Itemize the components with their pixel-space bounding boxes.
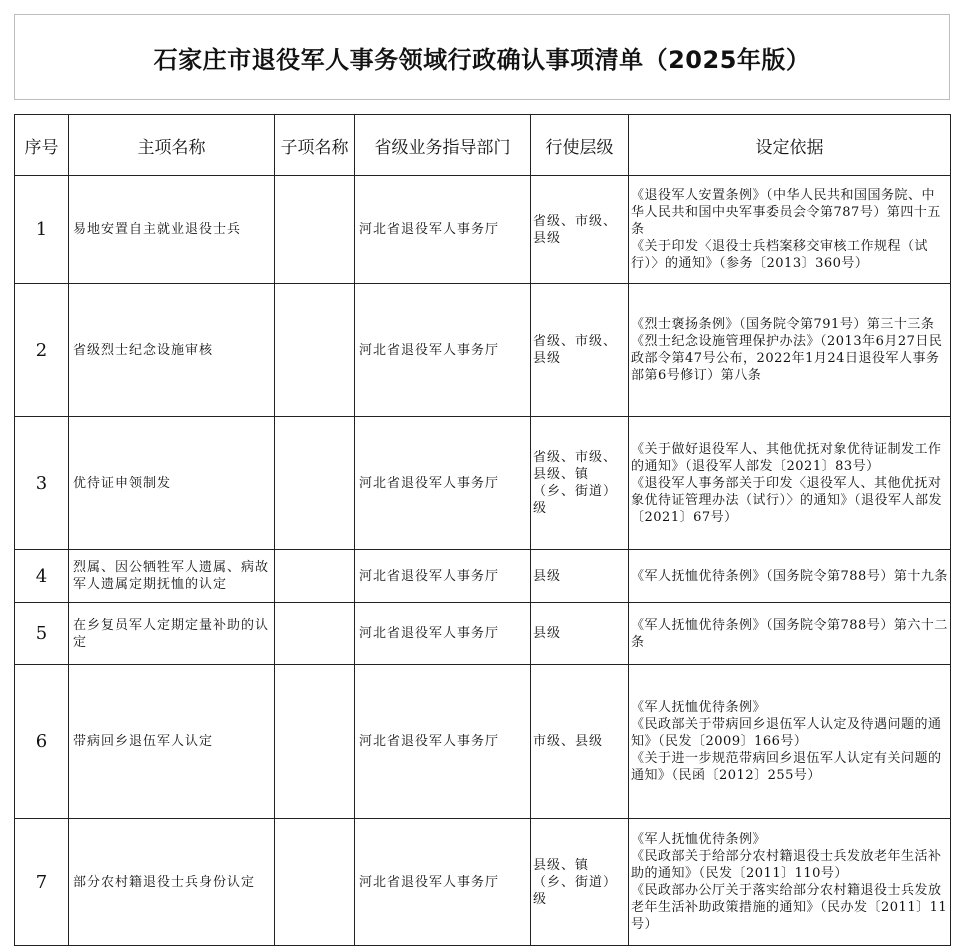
table-row [15, 284, 951, 417]
cell-dept: 河北省退役军人事务厅 [355, 284, 531, 417]
cell-sub [275, 284, 355, 417]
basis-line: 《退役军人安置条例》（中华人民共和国国务院、中华人民共和国中央军事委员会令第787号）第四十五条 [631, 188, 941, 237]
cell-dept: 河北省退役军人事务厅 [355, 176, 531, 284]
cell-sub [275, 819, 355, 946]
cell-dept: 河北省退役军人事务厅 [355, 550, 531, 603]
basis-line: 《关于进一步规范带病回乡退伍军人认定有关问题的通知》（民函〔2012〕255号） [631, 751, 942, 783]
table-body [15, 176, 951, 946]
basis-line: 《民政部关于带病回乡退伍军人认定及待遇问题的通知》（民发〔2009〕166号） [631, 717, 942, 749]
cell-sub [275, 550, 355, 603]
basis-line: 《烈士纪念设施管理保护办法》（2013年6月27日民政部令第47号公布，2022年1月24日退役军人事务部第6号修订）第八条 [631, 334, 943, 383]
basis-line: 《关于印发〈退役士兵档案移交审核工作规程（试行）〉的通知》（参务〔2013〕360号） [631, 239, 929, 271]
cell-sub [275, 417, 355, 550]
cell-dept: 河北省退役军人事务厅 [355, 665, 531, 819]
table-row [15, 603, 951, 665]
table-row [15, 550, 951, 603]
cell-level: 省级、市级、县级 [531, 284, 629, 417]
cell-basis [629, 819, 951, 946]
cell-level: 省级、市级、县级、镇（乡、街道）级 [531, 417, 629, 550]
cell-basis [629, 176, 951, 284]
table-header-row [15, 115, 951, 176]
cell-no: 4 [15, 550, 69, 603]
cell-no: 7 [15, 819, 69, 946]
cell-no: 3 [15, 417, 69, 550]
basis-line: 《烈士褒扬条例》（国务院令第791号）第三十三条 [631, 317, 935, 332]
cell-basis [629, 603, 951, 665]
cell-no: 6 [15, 665, 69, 819]
cell-main: 优待证申领制发 [69, 417, 275, 550]
header-main: 主项名称 [69, 115, 275, 176]
cell-basis [629, 417, 951, 550]
header-no: 序号 [15, 115, 69, 176]
cell-no: 5 [15, 603, 69, 665]
cell-main: 省级烈士纪念设施审核 [69, 284, 275, 417]
cell-sub [275, 176, 355, 284]
cell-level: 市级、县级 [531, 665, 629, 819]
table-row [15, 176, 951, 284]
cell-main: 易地安置自主就业退役士兵 [69, 176, 275, 284]
cell-main: 带病回乡退伍军人认定 [69, 665, 275, 819]
cell-level: 县级 [531, 603, 629, 665]
basis-line: 《民政部办公厅关于落实给部分农村籍退役士兵发放老年生活补助政策措施的通知》（民办发〔2011〕11号） [631, 883, 948, 932]
header-level: 行使层级 [531, 115, 629, 176]
cell-main: 烈属、因公牺牲军人遗属、病故军人遗属定期抚恤的认定 [69, 550, 275, 603]
cell-main: 部分农村籍退役士兵身份认定 [69, 819, 275, 946]
basis-line: 《关于做好退役军人、其他优抚对象优待证制发工作的通知》（退役军人部发〔2021〕83号） [631, 441, 942, 474]
cell-level: 省级、市级、县级 [531, 176, 629, 284]
matters-table [14, 114, 951, 946]
basis-line: 《民政部关于给部分农村籍退役士兵发放老年生活补助的通知》（民发〔2011〕110号） [631, 849, 942, 881]
basis-line: 《退役军人事务部关于印发〈退役军人、其他优抚对象优待证管理办法（试行）〉的通知》（退役军人部发〔2021〕67号） [631, 475, 943, 525]
cell-dept: 河北省退役军人事务厅 [355, 603, 531, 665]
cell-dept: 河北省退役军人事务厅 [355, 819, 531, 946]
cell-sub [275, 665, 355, 819]
basis-line: 《军人抚恤优待条例》（国务院令第788号）第六十二条 [631, 617, 948, 650]
basis-line: 《军人抚恤优待条例》 [631, 832, 767, 847]
cell-sub [275, 603, 355, 665]
cell-basis [629, 665, 951, 819]
header-dept: 省级业务指导部门 [355, 115, 531, 176]
cell-level: 县级、镇（乡、街道）级 [531, 819, 629, 946]
table-row [15, 417, 951, 550]
page-title: 石家庄市退役军人事务领域行政确认事项清单（2025年版） [14, 14, 950, 100]
cell-dept: 河北省退役军人事务厅 [355, 417, 531, 550]
header-sub: 子项名称 [275, 115, 355, 176]
basis-line: 《军人抚恤优待条例》（国务院令第788号）第十九条 [631, 568, 948, 584]
cell-level: 县级 [531, 550, 629, 603]
basis-line: 《军人抚恤优待条例》 [631, 700, 767, 715]
cell-basis [629, 284, 951, 417]
cell-basis [629, 550, 951, 603]
table-row [15, 665, 951, 819]
cell-no: 1 [15, 176, 69, 284]
document-sheet [14, 14, 950, 932]
table-row [15, 819, 951, 946]
header-basis: 设定依据 [629, 115, 951, 176]
cell-no: 2 [15, 284, 69, 417]
cell-main: 在乡复员军人定期定量补助的认定 [69, 603, 275, 665]
